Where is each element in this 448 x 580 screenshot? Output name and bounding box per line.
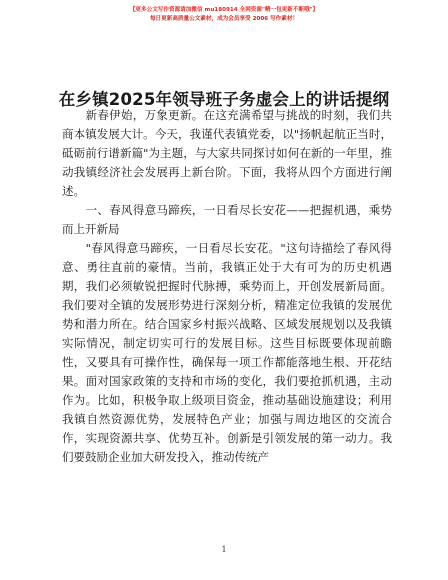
page-number: 1 — [221, 545, 227, 554]
document-title: 在乡镇2025年领导班子务虚会上的讲话提纲 — [58, 90, 390, 109]
header-banner — [0, 6, 448, 24]
body-paragraph: "春风得意马蹄疾，一日看尽长安花。"这句诗描绘了春风得意、勇往直前的豪情。当前，我镇正处于大有可为的历史机遇期，我们必须敏锐把握时代脉搏，乘势而上，开创发展新局面。我们要对全镇的发展形势进行深刻分析，精准定位我镇的发展优势和潜力所在。结合国家乡村振兴战略、区域发展规划以及我镇实际情况，制定切实可行的发展目标。这些目标既要体现前瞻性，又要具有可操作性，确保每一项工作都能落地生根、开花结果。面对国家政策的支持和市场的变化，我们要抢抓机遇，主动作为。比如，积极争取上级项目资金，推动基础设施建设；利用我镇自然资源优势，发展特色产业；加强与周边地区的交流合作，实现资源共享、优势互补。创新是引领发展的第一动力。我们要鼓励企业加大研发投入，推动传统产 — [62, 241, 392, 464]
banner-line-1: 【更多公文写作资源请加微信 mu180914 全网资源"精一包更新不断哦"】 — [129, 7, 319, 13]
intro-paragraph: 新春伊始，万象更新。在这充满希望与挑战的时刻，我们共商本镇发展大计。今天，我谨代表镇党委，以"扬帆起航正当时，砥砺前行谱新篇"为主题，与大家共同探讨如何在新的一年里，推动我镇经济社会发展再上新台阶。下面，我将从四个方面进行阐述。 — [62, 108, 392, 198]
section-heading-1: 一、春风得意马蹄疾，一日看尽长安花——把握机遇，乘势而上开新局 — [62, 203, 392, 236]
document-body — [62, 106, 392, 467]
banner-line-2: 每日更新高质量公文素材，成为会员享受 2006 写作素材！ — [149, 16, 299, 22]
